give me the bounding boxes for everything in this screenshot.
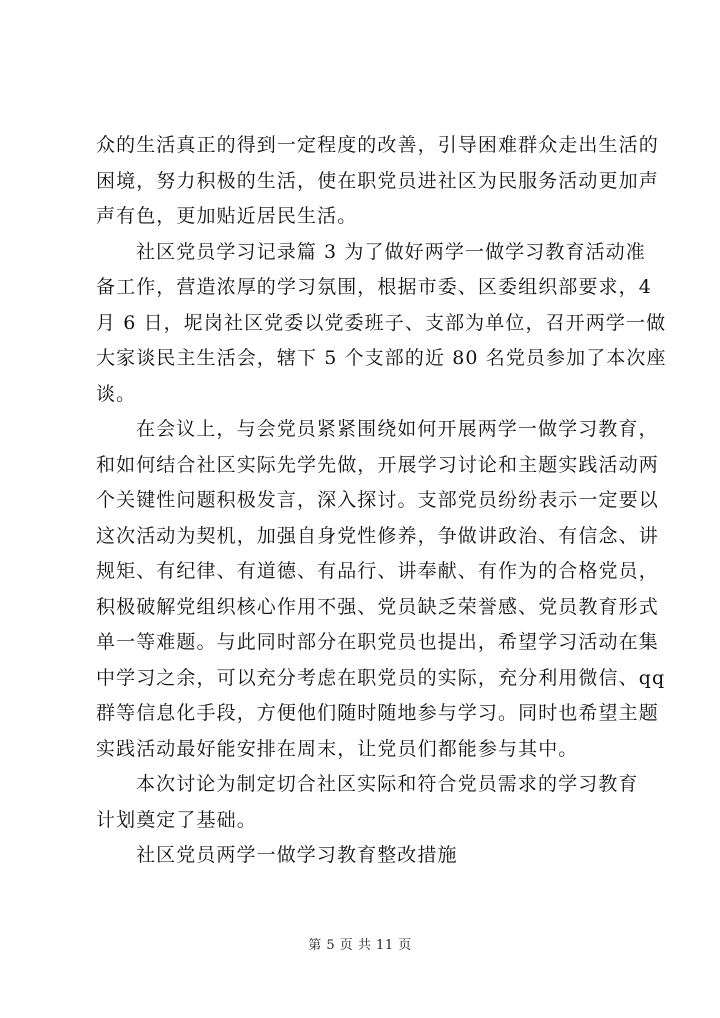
text-line: 和如何结合社区实际先学先做，开展学习讨论和主题实践活动两 [96,453,659,476]
text-line: 规矩、有纪律、有道德、有品行、讲奉献、有作为的合格党员， [96,560,659,582]
section-heading: 社区党员两学一做学习教育整改措施 [136,844,458,866]
paragraph-start: 在会议上，与会党员紧紧围绕如何开展两学一做学习教育， [136,418,659,440]
text-line: 众的生活真正的得到一定程度的改善，引导困难群众走出生活的 [96,134,659,156]
document-body [96,128,667,874]
text-line: 计划奠定了基础。 [96,808,257,831]
text-line: 谈。 [96,382,137,405]
page-footer: 第 5 页 共 11 页 [308,938,412,953]
text-line: 中学习之余，可以充分考虑在职党员的实际，充分利用微信、qq [96,666,666,689]
text-line: 大家谈民主生活会，辖下 5 个支部的近 80 名党员参加了本次座 [96,347,667,369]
text-line: 单一等难题。与此同时部分在职党员也提出，希望学习活动在集 [96,631,659,653]
text-line: 积极破解党组织核心作用不强、党员缺乏荣誉感、党员教育形式 [96,595,659,618]
paragraph-start: 社区党员学习记录篇 3 为了做好两学一做学习教育活动准 [136,240,646,263]
text-line: 月 6 日，坭岗社区党委以党委班子、支部为单位，召开两学一做 [96,311,667,334]
paragraph-start: 本次讨论为制定切合社区实际和符合党员需求的学习教育 [136,773,639,795]
text-line: 备工作，营造浓厚的学习氛围，根据市委、区委组织部要求，4 [96,276,652,298]
text-line: 个关键性问题积极发言，深入探讨。支部党员纷纷表示一定要以 [96,489,659,511]
text-line: 群等信息化手段，方便他们随时随地参与学习。同时也希望主题 [96,702,659,724]
text-line: 这次活动为契机，加强自身党性修养，争做讲政治、有信念、讲 [96,524,659,547]
text-line: 实践活动最好能安排在周末，让党员们都能参与其中。 [96,737,579,760]
text-line: 困境，努力积极的生活，使在职党员进社区为民服务活动更加声 [96,169,659,192]
text-line: 声有色，更加贴近居民生活。 [96,205,358,227]
